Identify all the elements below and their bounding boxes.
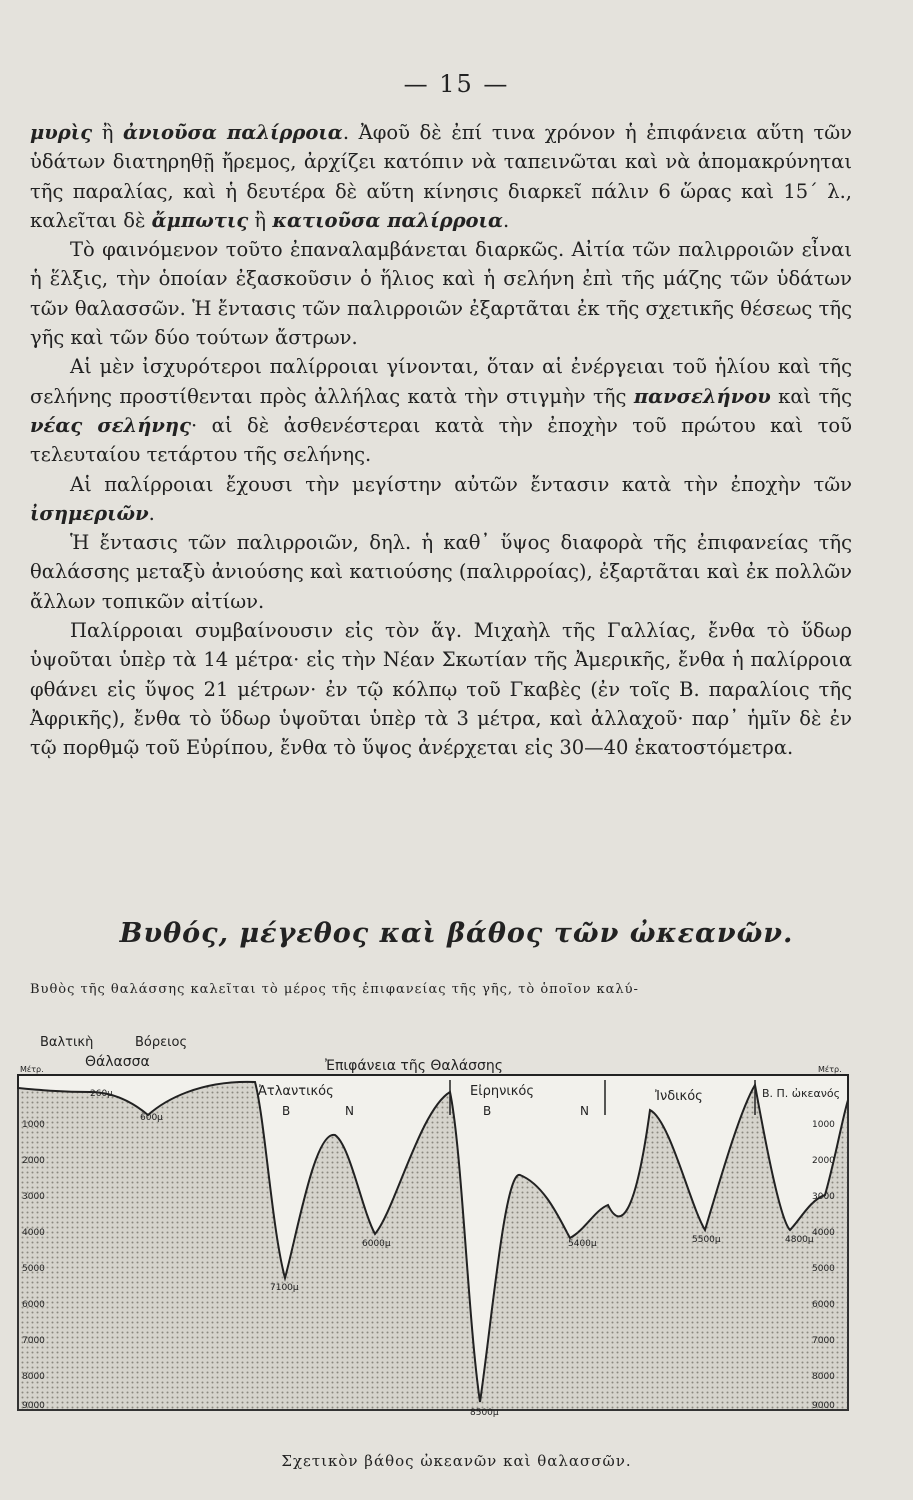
scale-1000-right: 1000: [812, 1120, 835, 1130]
paragraph-3: [30, 352, 852, 469]
text-run: ἢ: [248, 208, 273, 232]
section-heading: Βυθός, μέγεθος καὶ βάθος τῶν ὠκεανῶν.: [119, 918, 794, 949]
depth-7100: 7100μ: [270, 1283, 299, 1293]
scale-9000-right: 9000: [812, 1401, 835, 1411]
depth-5500: 5500μ: [692, 1235, 721, 1245]
label-metr-right: Μέτρ.: [818, 1065, 842, 1074]
emphasized-term: ἄμπωτις: [151, 208, 249, 232]
depth-4800: 4800μ: [785, 1235, 814, 1245]
label-atlantic-s: N: [345, 1104, 354, 1118]
label-atlantic: Ἀτλαντικός: [258, 1084, 334, 1099]
text-run: · αἱ δὲ ἀσθενέστεραι κατὰ τὴν ἐποχὴν τοῦ πρώτου καὶ τοῦ τελευταίου τετάρτου τῆς σελήνης.: [30, 413, 853, 467]
label-sea: Θάλασσα: [85, 1054, 150, 1070]
emphasized-term: κατιοῦσα παλίρροια: [272, 208, 503, 232]
scale-8000-right: 8000: [812, 1372, 835, 1382]
label-pacific: Εἰρηνικός: [470, 1084, 535, 1099]
paragraph-6: [30, 616, 852, 762]
depth-260: 260μ: [90, 1089, 113, 1099]
scale-2000: 2000: [22, 1156, 45, 1166]
label-pacific-n: B: [483, 1104, 492, 1118]
emphasized-term: πανσελήνου: [633, 384, 771, 408]
paragraph-5: [30, 528, 852, 616]
label-sea-surface: Ἐπιφάνεια τῆς Θαλάσσης: [325, 1058, 503, 1074]
body-text: [30, 118, 852, 763]
scale-6000: 6000: [22, 1300, 45, 1310]
scale-7000: 7000: [22, 1336, 45, 1346]
paragraph-4: [30, 470, 852, 529]
scale-9000: 9000: [22, 1401, 45, 1411]
text-run: . Ἀφοῦ δὲ ἐπί τινα χρόνον ἡ ἐπιφάνεια αὕτη τῶν ὑδάτων διατηρηθῇ ἤρεμος, ἀρχίζει κατόπιν νὰ ταπεινῶται καὶ νὰ ἀπομακρύνηται τῆς παραλίας, καὶ ἡ δευτέρα δὲ αὕτη κίνησις διαρκεῖ πάλιν 6 ὥρας καὶ 15΄ λ., καλεῖται δὲ: [30, 121, 852, 232]
scale-5000-right: 5000: [812, 1264, 835, 1274]
label-metr-left: Μέτρ.: [20, 1065, 44, 1074]
scale-4000: 4000: [22, 1228, 45, 1238]
text-run: Αἱ μὲν ἰσχυρότεροι παλίρροιαι γίνονται, ὅταν αἱ ἐνέργειαι τοῦ ἡλίου καὶ τῆς σελήνης προστίθενται πρὸς ἀλλήλας κατὰ τὴν στιγμὴν τῆς: [30, 355, 852, 408]
figure-caption: Σχετικὸν βάθος ὠκεανῶν καὶ θαλασσῶν.: [281, 1452, 632, 1470]
label-north-pacific: Β. Π. ὠκεανός: [762, 1087, 841, 1100]
emphasized-term: νέας σελήνης: [30, 413, 191, 437]
text-run: ἢ: [92, 121, 123, 144]
intro-line: Βυθὸς τῆς θαλάσσης καλεῖται τὸ μέρος τῆς ἐπιφανείας τῆς γῆς, τὸ ὁποῖον καλύ-: [30, 982, 639, 997]
text-run: καὶ τῆς: [770, 384, 852, 408]
label-pacific-s: N: [580, 1104, 589, 1118]
emphasized-term: μυρὶς: [30, 121, 93, 144]
scale-2000-right: 2000: [812, 1156, 835, 1166]
scale-1000: 1000: [22, 1120, 45, 1130]
scale-3000: 3000: [22, 1192, 45, 1202]
text-run: Τὸ φαινόμενον τοῦτο ἐπαναλαμβάνεται διαρκῶς. Αἰτία τῶν παλιρροιῶν εἶναι ἡ ἕλξις, τὴν ὁποίαν ἐξασκοῦσιν ὁ ἥλιος καὶ ἡ σελήνη ἐπὶ τῆς μάζης τῶν ὑδάτων τῶν θαλασσῶν. Ἡ ἔντασις τῶν παλιρροιῶν ἐξαρτᾶται ἐκ τῆς σχετικῆς θέσεως τῆς γῆς καὶ τῶν δύο τούτων ἄστρων.: [30, 238, 852, 350]
text-run: Αἱ παλίρροιαι ἔχουσι τὴν μεγίστην αὐτῶν ἔντασιν κατὰ τὴν ἐποχὴν τῶν: [70, 472, 852, 496]
label-indian: Ἰνδικός: [655, 1089, 703, 1104]
paragraph-2: [30, 235, 852, 352]
ocean-depth-figure: [0, 1020, 913, 1445]
scale-3000-right: 3000: [812, 1192, 835, 1202]
emphasized-term: ἀνιοῦσα παλίρροια: [122, 121, 343, 144]
label-north: Βόρειος: [135, 1035, 188, 1050]
scale-4000-right: 4000: [812, 1228, 835, 1238]
scale-6000-right: 6000: [812, 1300, 835, 1310]
paragraph-1: [30, 118, 852, 235]
scale-8000: 8000: [22, 1372, 45, 1382]
depth-5400: 5400μ: [568, 1239, 597, 1249]
scale-5000: 5000: [22, 1264, 45, 1274]
text-run: .: [148, 501, 155, 525]
text-run: Ἡ ἔντασις τῶν παλιρροιῶν, δηλ. ἡ καθ᾿ ὕψος διαφορὰ τῆς ἐπιφανείας τῆς θαλάσσης μεταξὺ ἀνιούσης καὶ κατιούσης (παλιρροίας), ἐξαρτᾶται καὶ ἐκ πολλῶν ἄλλων τοπικῶν αἰτίων.: [30, 531, 852, 613]
emphasized-term: ἰσημεριῶν: [30, 501, 149, 525]
label-atlantic-n: B: [282, 1104, 291, 1118]
scale-7000-right: 7000: [812, 1336, 835, 1346]
text-run: .: [503, 208, 510, 232]
text-run: Παλίρροιαι συμβαίνουσιν εἰς τὸν ἅγ. Μιχαὴλ τῆς Γαλλίας, ἔνθα τὸ ὕδωρ ὑψοῦται ὑπὲρ τὰ 14 μέτρα· εἰς τὴν Νέαν Σκωτίαν τῆς Ἀμερικῆς, ἔνθα ἡ παλίρροια φθάνει εἰς ὕψος 21 μέτρων· ἐν τῷ κόλπῳ τοῦ Γκαβὲς (ἐν τοῖς Β. παραλίοις τῆς Ἀφρικῆς), ἔνθα τὸ ὕδωρ ὑψοῦται ὑπὲρ τὰ 3 μέτρα, καὶ ἀλλαχοῦ· παρ᾿ ἡμῖν δὲ ἐν τῷ πορθμῷ τοῦ Εὐρίπου, ἔνθα τὸ ὕψος ἀνέρχεται εἰς 30—40 ἑκατοστόμετρα.: [30, 619, 852, 760]
depth-6000: 6000μ: [362, 1239, 391, 1249]
page-number: — 15 —: [403, 70, 510, 98]
depth-600: 600μ: [140, 1113, 163, 1123]
label-baltic: Βαλτικὴ: [40, 1035, 94, 1050]
depth-8500: 8500μ: [470, 1408, 499, 1418]
